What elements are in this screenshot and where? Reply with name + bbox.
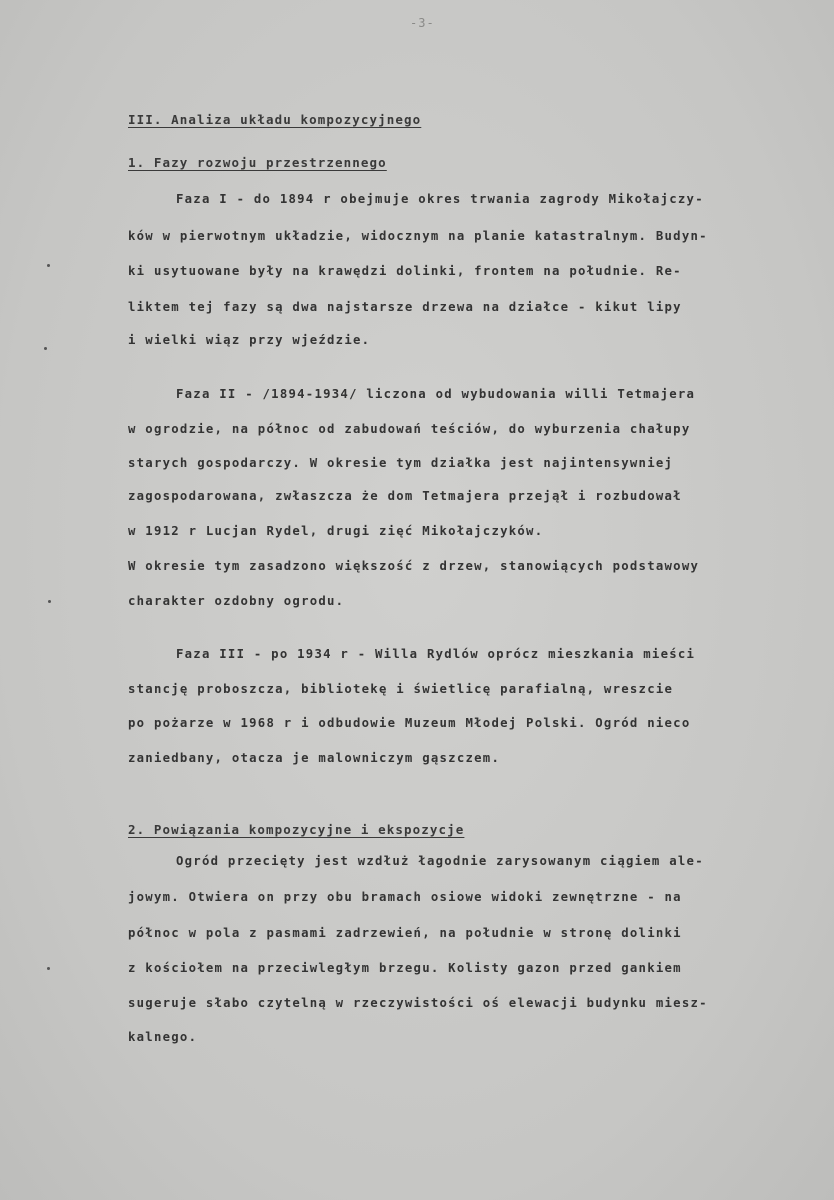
text-line: w 1912 r Lucjan Rydel, drugi zięć Mikołajczyków. (128, 524, 544, 538)
text-line: Faza III - po 1934 r - Willa Rydlów oprócz mieszkania mieści (176, 647, 696, 661)
text-line: po pożarze w 1968 r i odbudowie Muzeum Młodej Polski. Ogród nieco (128, 716, 691, 730)
text-line: i wielki wiąz przy wjeździe. (128, 333, 371, 347)
margin-speck (47, 967, 50, 970)
text-line: starych gospodarczy. W okresie tym działka jest najintensywniej (128, 456, 674, 470)
text-line: jowym. Otwiera on przy obu bramach osiowe widoki zewnętrzne - na (128, 890, 682, 904)
text-line: sugeruje słabo czytelną w rzeczywistości oś elewacji budynku miesz- (128, 996, 708, 1010)
text-line: Faza I - do 1894 r obejmuje okres trwania zagrody Mikołajczy- (176, 192, 704, 206)
text-line: zagospodarowana, zwłaszcza że dom Tetmajera przejął i rozbudował (128, 489, 682, 503)
text-line: Faza II - /1894-1934/ liczona od wybudowania willi Tetmajera (176, 387, 696, 401)
margin-speck (48, 600, 51, 603)
section-heading: III. Analiza układu kompozycyjnego (128, 112, 422, 127)
text-line: kalnego. (128, 1030, 198, 1044)
text-line: zaniedbany, otacza je malowniczym gąszczem. (128, 751, 501, 765)
text-line: liktem tej fazy są dwa najstarsze drzewa na działce - kikut lipy (128, 300, 682, 314)
text-line: ków w pierwotnym układzie, widocznym na planie katastralnym. Budyn- (128, 229, 708, 243)
subsection-2-heading: 2. Powiązania kompozycyjne i ekspozycje (128, 822, 465, 837)
subsection-1-heading: 1. Fazy rozwoju przestrzennego (128, 155, 387, 170)
text-line: z kościołem na przeciwległym brzegu. Kolisty gazon przed gankiem (128, 961, 682, 975)
page-number: -3- (410, 16, 435, 30)
text-line: w ogrodzie, na północ od zabudowań teściów, do wyburzenia chałupy (128, 422, 691, 436)
margin-speck (44, 347, 47, 350)
text-line: ki usytuowane były na krawędzi dolinki, frontem na południe. Re- (128, 264, 682, 278)
text-line: stancję proboszcza, bibliotekę i świetlicę parafialną, wreszcie (128, 682, 674, 696)
text-line: W okresie tym zasadzono większość z drzew, stanowiących podstawowy (128, 559, 700, 573)
text-line: charakter ozdobny ogrodu. (128, 594, 345, 608)
margin-speck (47, 264, 50, 267)
text-line: Ogród przecięty jest wzdłuż łagodnie zarysowanym ciągiem ale- (176, 854, 704, 868)
text-line: północ w pola z pasmami zadrzewień, na południe w stronę dolinki (128, 926, 682, 940)
